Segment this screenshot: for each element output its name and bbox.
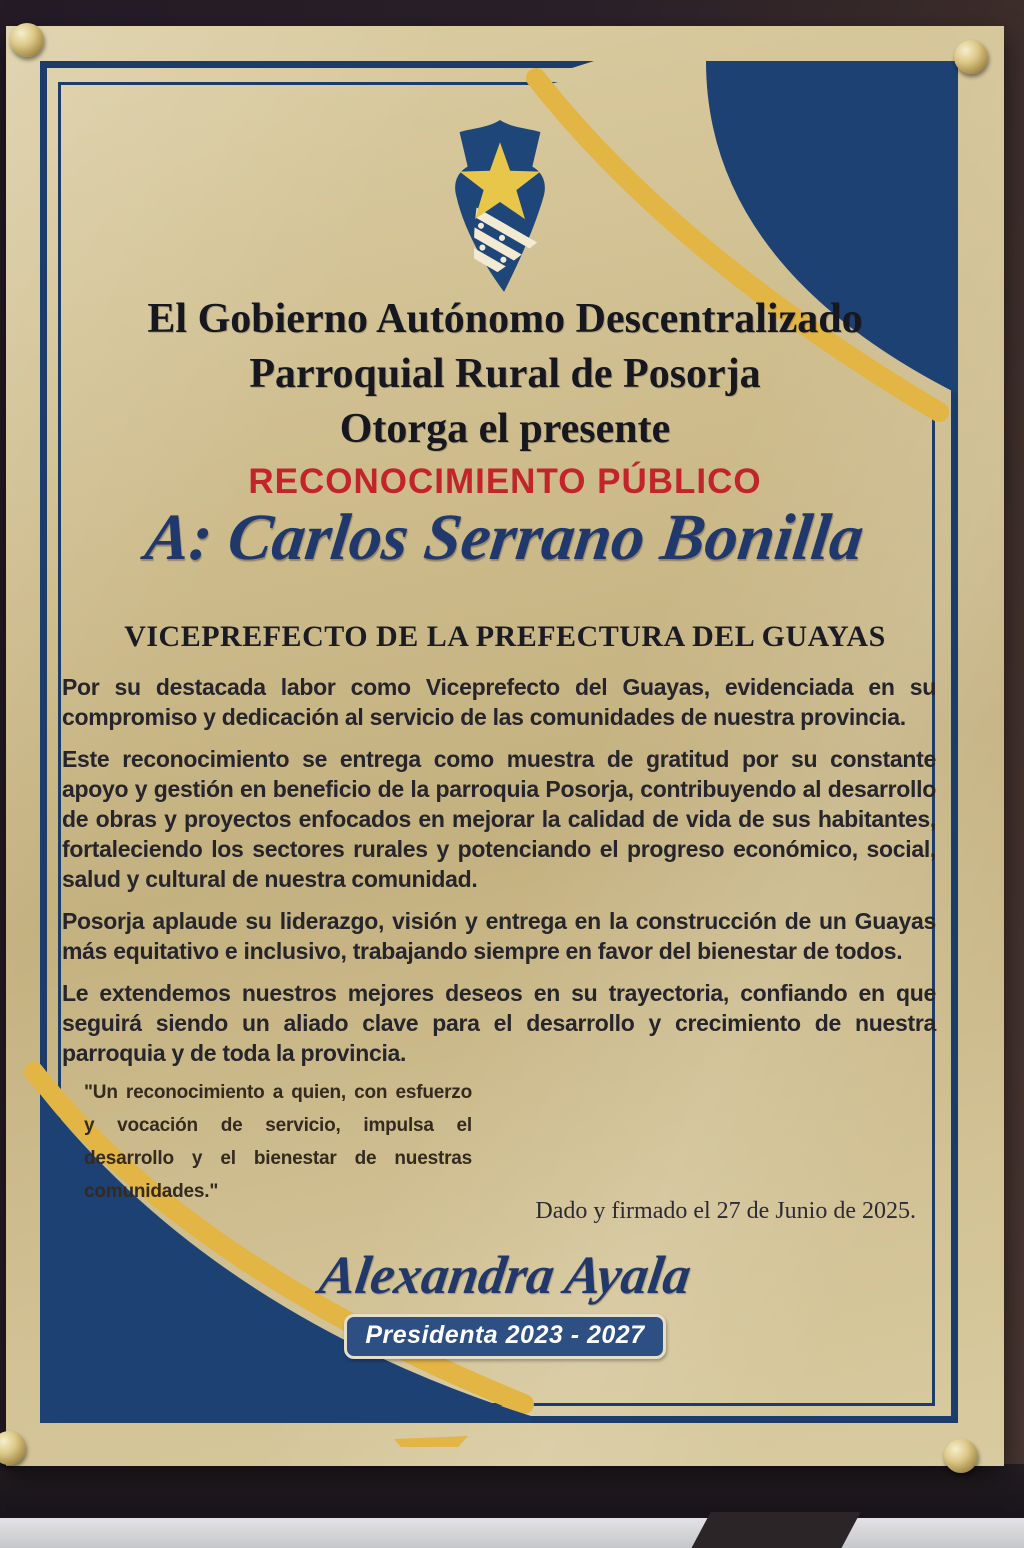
recipient-position: VICEPREFECTO DE LA PREFECTURA DEL GUAYAS <box>124 620 886 653</box>
issue-date: Dado y firmado el 27 de Junio de 2025. <box>535 1198 916 1224</box>
recognition-plaque <box>6 26 1004 1466</box>
signature-role-row <box>6 1314 1004 1359</box>
issuer-title-line-2: Parroquial Rural de Posorja <box>249 351 761 397</box>
corner-screw-top-left <box>10 23 44 57</box>
issuer-title-line-3: Otorga el presente <box>339 406 671 452</box>
recipient-name <box>6 500 1004 576</box>
dedication-paragraph-2: Este reconocimiento se entrega como muestra de gratitud por su constante apoyo y gestión en beneficio de la parroquia Posorja, contribuyendo al desarrollo de obras y proyectos enfocados en mejorar la calidad de vida de sus habitantes, fortaleciendo los sectores rurales y potenciando el progreso económico, social, salud y cultural de nuestra comunidad. <box>62 746 936 892</box>
dedication-paragraph-4: Le extendemos nuestros mejores deseos en su trayectoria, confiando en que seguirá siendo un aliado clave para el desarrollo y crecimiento de nuestra parroquia y de toda la provincia. <box>62 980 936 1066</box>
recognition-label: RECONOCIMIENTO PÚBLICO <box>248 462 762 501</box>
posorja-parish-emblem <box>410 116 590 298</box>
table-leg-shadow <box>689 1512 860 1548</box>
dedication-paragraph-3: Posorja aplaude su liderazgo, visión y entrega en la construcción de un Guayas más equitativo e inclusivo, trabajando siempre en favor del bienestar de todos. <box>62 908 936 964</box>
background-shadow-band <box>0 1464 1024 1522</box>
issuer-title <box>6 292 1004 457</box>
corner-screw-top-right <box>954 40 988 74</box>
recipient-name-text: A: Carlos Serrano Bonilla <box>142 501 869 574</box>
dedication-body <box>62 672 936 1080</box>
signature-name <box>6 1244 1004 1306</box>
floor-strip <box>0 1518 1024 1548</box>
president-term-badge: Presidenta 2023 - 2027 <box>344 1314 665 1359</box>
issuer-title-line-1: El Gobierno Autónomo Descentralizado <box>147 296 863 342</box>
dedication-paragraph-1: Por su destacada labor como Viceprefecto del Guayas, evidenciada en su compromiso y dedicación al servicio de las comunidades de nuestra provincia. <box>62 674 936 730</box>
corner-screw-bottom-right <box>944 1439 978 1473</box>
dedication-quote: "Un reconocimiento a quien, con esfuerzo y vocación de servicio, impulsa el desarrollo y el bienestar de nuestras comunidades." <box>84 1082 472 1202</box>
signature-name-text: Alexandra Ayala <box>315 1245 695 1305</box>
